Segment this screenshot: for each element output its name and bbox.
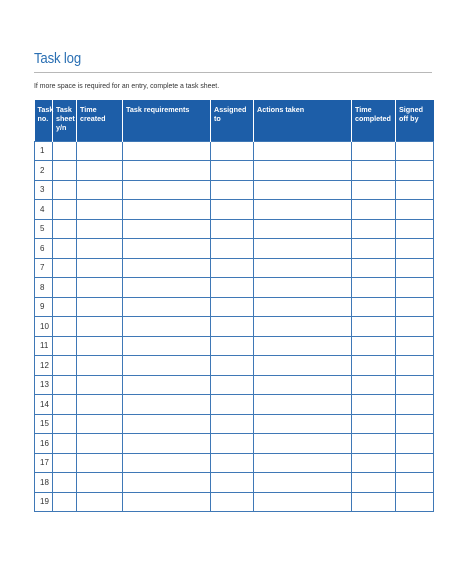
- table-cell[interactable]: [211, 258, 254, 278]
- table-cell[interactable]: [211, 453, 254, 473]
- table-cell[interactable]: [396, 453, 434, 473]
- table-cell[interactable]: [53, 473, 77, 493]
- table-cell[interactable]: [77, 317, 123, 337]
- table-cell[interactable]: [352, 200, 396, 220]
- table-cell[interactable]: [53, 258, 77, 278]
- table-cell[interactable]: [396, 141, 434, 161]
- table-cell[interactable]: [77, 141, 123, 161]
- table-cell[interactable]: [123, 278, 211, 298]
- table-cell[interactable]: [211, 317, 254, 337]
- table-cell[interactable]: [53, 375, 77, 395]
- title-divider: [34, 72, 432, 73]
- table-cell[interactable]: [77, 395, 123, 415]
- table-cell[interactable]: [77, 336, 123, 356]
- table-cell[interactable]: [53, 180, 77, 200]
- table-cell[interactable]: [77, 492, 123, 512]
- table-cell[interactable]: [352, 395, 396, 415]
- table-cell[interactable]: [53, 219, 77, 239]
- table-row: [35, 297, 434, 317]
- table-cell[interactable]: [211, 434, 254, 454]
- table-row: [35, 434, 434, 454]
- instruction-text: If more space is required for an entry, complete a task sheet.: [34, 81, 220, 90]
- table-cell[interactable]: [53, 161, 77, 181]
- task-number-cell: 5: [35, 219, 53, 239]
- task-number-cell: 13: [35, 375, 53, 395]
- table-row: [35, 200, 434, 220]
- table-cell[interactable]: [396, 239, 434, 259]
- table-cell[interactable]: [396, 434, 434, 454]
- table-row: [35, 161, 434, 181]
- table-cell[interactable]: [123, 375, 211, 395]
- table-row: [35, 278, 434, 298]
- table-cell[interactable]: [123, 453, 211, 473]
- table-cell[interactable]: [211, 356, 254, 376]
- table-cell[interactable]: [123, 219, 211, 239]
- table-cell[interactable]: [254, 317, 352, 337]
- table-cell[interactable]: [211, 239, 254, 259]
- table-cell[interactable]: [123, 200, 211, 220]
- table-cell[interactable]: [254, 395, 352, 415]
- table-cell[interactable]: [396, 180, 434, 200]
- table-cell[interactable]: [254, 453, 352, 473]
- table-cell[interactable]: [53, 239, 77, 259]
- table-cell[interactable]: [352, 141, 396, 161]
- table-cell[interactable]: [254, 180, 352, 200]
- task-number-cell: 16: [35, 434, 53, 454]
- table-cell[interactable]: [53, 141, 77, 161]
- table-row: [35, 473, 434, 493]
- table-cell[interactable]: [123, 434, 211, 454]
- table-cell[interactable]: [77, 219, 123, 239]
- column-header-task-requirements: Task requirements: [123, 100, 211, 141]
- table-cell[interactable]: [254, 200, 352, 220]
- table-cell[interactable]: [396, 200, 434, 220]
- table-cell[interactable]: [211, 297, 254, 317]
- task-number-cell: 9: [35, 297, 53, 317]
- table-cell[interactable]: [352, 161, 396, 181]
- task-number-cell: 7: [35, 258, 53, 278]
- task-number-cell: 3: [35, 180, 53, 200]
- table-cell[interactable]: [254, 258, 352, 278]
- table-cell[interactable]: [352, 278, 396, 298]
- table-cell[interactable]: [254, 141, 352, 161]
- table-cell[interactable]: [211, 180, 254, 200]
- table-cell[interactable]: [254, 434, 352, 454]
- table-cell[interactable]: [77, 239, 123, 259]
- column-header-actions-taken: Actions taken: [254, 100, 352, 141]
- task-number-cell: 4: [35, 200, 53, 220]
- table-row: [35, 395, 434, 415]
- table-cell[interactable]: [123, 297, 211, 317]
- table-cell[interactable]: [53, 453, 77, 473]
- table-cell[interactable]: [77, 473, 123, 493]
- task-number-cell: 12: [35, 356, 53, 376]
- table-row: [35, 180, 434, 200]
- table-row: [35, 375, 434, 395]
- table-cell[interactable]: [352, 336, 396, 356]
- table-cell[interactable]: [211, 200, 254, 220]
- table-row: [35, 258, 434, 278]
- table-cell[interactable]: [123, 492, 211, 512]
- table-cell[interactable]: [254, 414, 352, 434]
- task-number-cell: 6: [35, 239, 53, 259]
- table-row: [35, 414, 434, 434]
- table-cell[interactable]: [211, 219, 254, 239]
- table-cell[interactable]: [211, 161, 254, 181]
- table-cell[interactable]: [53, 336, 77, 356]
- table-cell[interactable]: [254, 492, 352, 512]
- table-cell[interactable]: [352, 434, 396, 454]
- column-header-assigned-to: Assigned to: [211, 100, 254, 141]
- table-cell[interactable]: [211, 492, 254, 512]
- table-cell[interactable]: [396, 219, 434, 239]
- table-cell[interactable]: [123, 239, 211, 259]
- table-cell[interactable]: [53, 434, 77, 454]
- table-cell[interactable]: [53, 395, 77, 415]
- table-cell[interactable]: [396, 492, 434, 512]
- table-cell[interactable]: [53, 356, 77, 376]
- task-number-cell: 18: [35, 473, 53, 493]
- table-cell[interactable]: [77, 414, 123, 434]
- task-number-cell: 17: [35, 453, 53, 473]
- table-cell[interactable]: [352, 414, 396, 434]
- table-row: [35, 239, 434, 259]
- table-cell[interactable]: [352, 473, 396, 493]
- table-cell[interactable]: [77, 278, 123, 298]
- table-cell[interactable]: [254, 297, 352, 317]
- table-cell[interactable]: [396, 473, 434, 493]
- table-cell[interactable]: [77, 297, 123, 317]
- task-number-cell: 1: [35, 141, 53, 161]
- table-cell[interactable]: [53, 317, 77, 337]
- table-cell[interactable]: [77, 200, 123, 220]
- table-row: [35, 317, 434, 337]
- column-header-time-created: Time created: [77, 100, 123, 141]
- task-number-cell: 19: [35, 492, 53, 512]
- table-cell[interactable]: [211, 278, 254, 298]
- table-cell[interactable]: [77, 453, 123, 473]
- table-cell[interactable]: [211, 336, 254, 356]
- table-cell[interactable]: [254, 219, 352, 239]
- table-cell[interactable]: [396, 356, 434, 376]
- table-cell[interactable]: [254, 356, 352, 376]
- table-cell[interactable]: [254, 375, 352, 395]
- table-row: [35, 219, 434, 239]
- table-row: [35, 141, 434, 161]
- table-row: [35, 453, 434, 473]
- table-cell[interactable]: [53, 200, 77, 220]
- table-cell[interactable]: [77, 180, 123, 200]
- table-cell[interactable]: [352, 317, 396, 337]
- table-cell[interactable]: [77, 356, 123, 376]
- table-cell[interactable]: [53, 492, 77, 512]
- table-cell[interactable]: [396, 278, 434, 298]
- table-cell[interactable]: [352, 258, 396, 278]
- table-cell[interactable]: [123, 141, 211, 161]
- table-cell[interactable]: [254, 336, 352, 356]
- table-cell[interactable]: [396, 395, 434, 415]
- table-cell[interactable]: [352, 297, 396, 317]
- table-cell[interactable]: [77, 258, 123, 278]
- table-cell[interactable]: [396, 297, 434, 317]
- table-cell[interactable]: [352, 180, 396, 200]
- table-cell[interactable]: [123, 473, 211, 493]
- table-cell[interactable]: [211, 375, 254, 395]
- column-header-signed-off-by: Signed off by: [396, 100, 434, 141]
- table-row: [35, 356, 434, 376]
- table-cell[interactable]: [211, 473, 254, 493]
- column-header-task-no: Task no.: [35, 100, 53, 141]
- table-cell[interactable]: [396, 414, 434, 434]
- table-header-row: [35, 100, 434, 141]
- table-cell[interactable]: [123, 395, 211, 415]
- table-cell[interactable]: [53, 278, 77, 298]
- task-number-cell: 14: [35, 395, 53, 415]
- table-cell[interactable]: [123, 414, 211, 434]
- table-body: [35, 141, 434, 512]
- table-cell[interactable]: [211, 414, 254, 434]
- table-cell[interactable]: [211, 395, 254, 415]
- column-header-task-sheet: Task sheet y/n: [53, 100, 77, 141]
- table-cell[interactable]: [352, 356, 396, 376]
- table-cell[interactable]: [254, 239, 352, 259]
- column-header-time-completed: Time completed: [352, 100, 396, 141]
- table-cell[interactable]: [123, 180, 211, 200]
- table-cell[interactable]: [352, 239, 396, 259]
- task-number-cell: 11: [35, 336, 53, 356]
- task-number-cell: 2: [35, 161, 53, 181]
- table-cell[interactable]: [396, 375, 434, 395]
- task-number-cell: 15: [35, 414, 53, 434]
- table-cell[interactable]: [254, 278, 352, 298]
- table-cell[interactable]: [352, 375, 396, 395]
- table-cell[interactable]: [123, 336, 211, 356]
- table-cell[interactable]: [254, 473, 352, 493]
- table-cell[interactable]: [77, 375, 123, 395]
- table-cell[interactable]: [53, 297, 77, 317]
- table-cell[interactable]: [396, 258, 434, 278]
- table-cell[interactable]: [123, 317, 211, 337]
- table-cell[interactable]: [123, 356, 211, 376]
- table-cell[interactable]: [77, 161, 123, 181]
- table-row: [35, 336, 434, 356]
- table-cell[interactable]: [53, 414, 77, 434]
- table-cell[interactable]: [254, 161, 352, 181]
- task-number-cell: 10: [35, 317, 53, 337]
- table-cell[interactable]: [396, 336, 434, 356]
- document-title: Task log: [34, 50, 82, 67]
- table-cell[interactable]: [352, 453, 396, 473]
- table-cell[interactable]: [352, 492, 396, 512]
- table-cell[interactable]: [352, 219, 396, 239]
- table-cell[interactable]: [396, 161, 434, 181]
- table-cell[interactable]: [123, 161, 211, 181]
- table-cell[interactable]: [77, 434, 123, 454]
- table-row: [35, 492, 434, 512]
- table-cell[interactable]: [396, 317, 434, 337]
- table-cell[interactable]: [211, 141, 254, 161]
- task-number-cell: 8: [35, 278, 53, 298]
- task-log-table: [34, 100, 434, 512]
- table-cell[interactable]: [123, 258, 211, 278]
